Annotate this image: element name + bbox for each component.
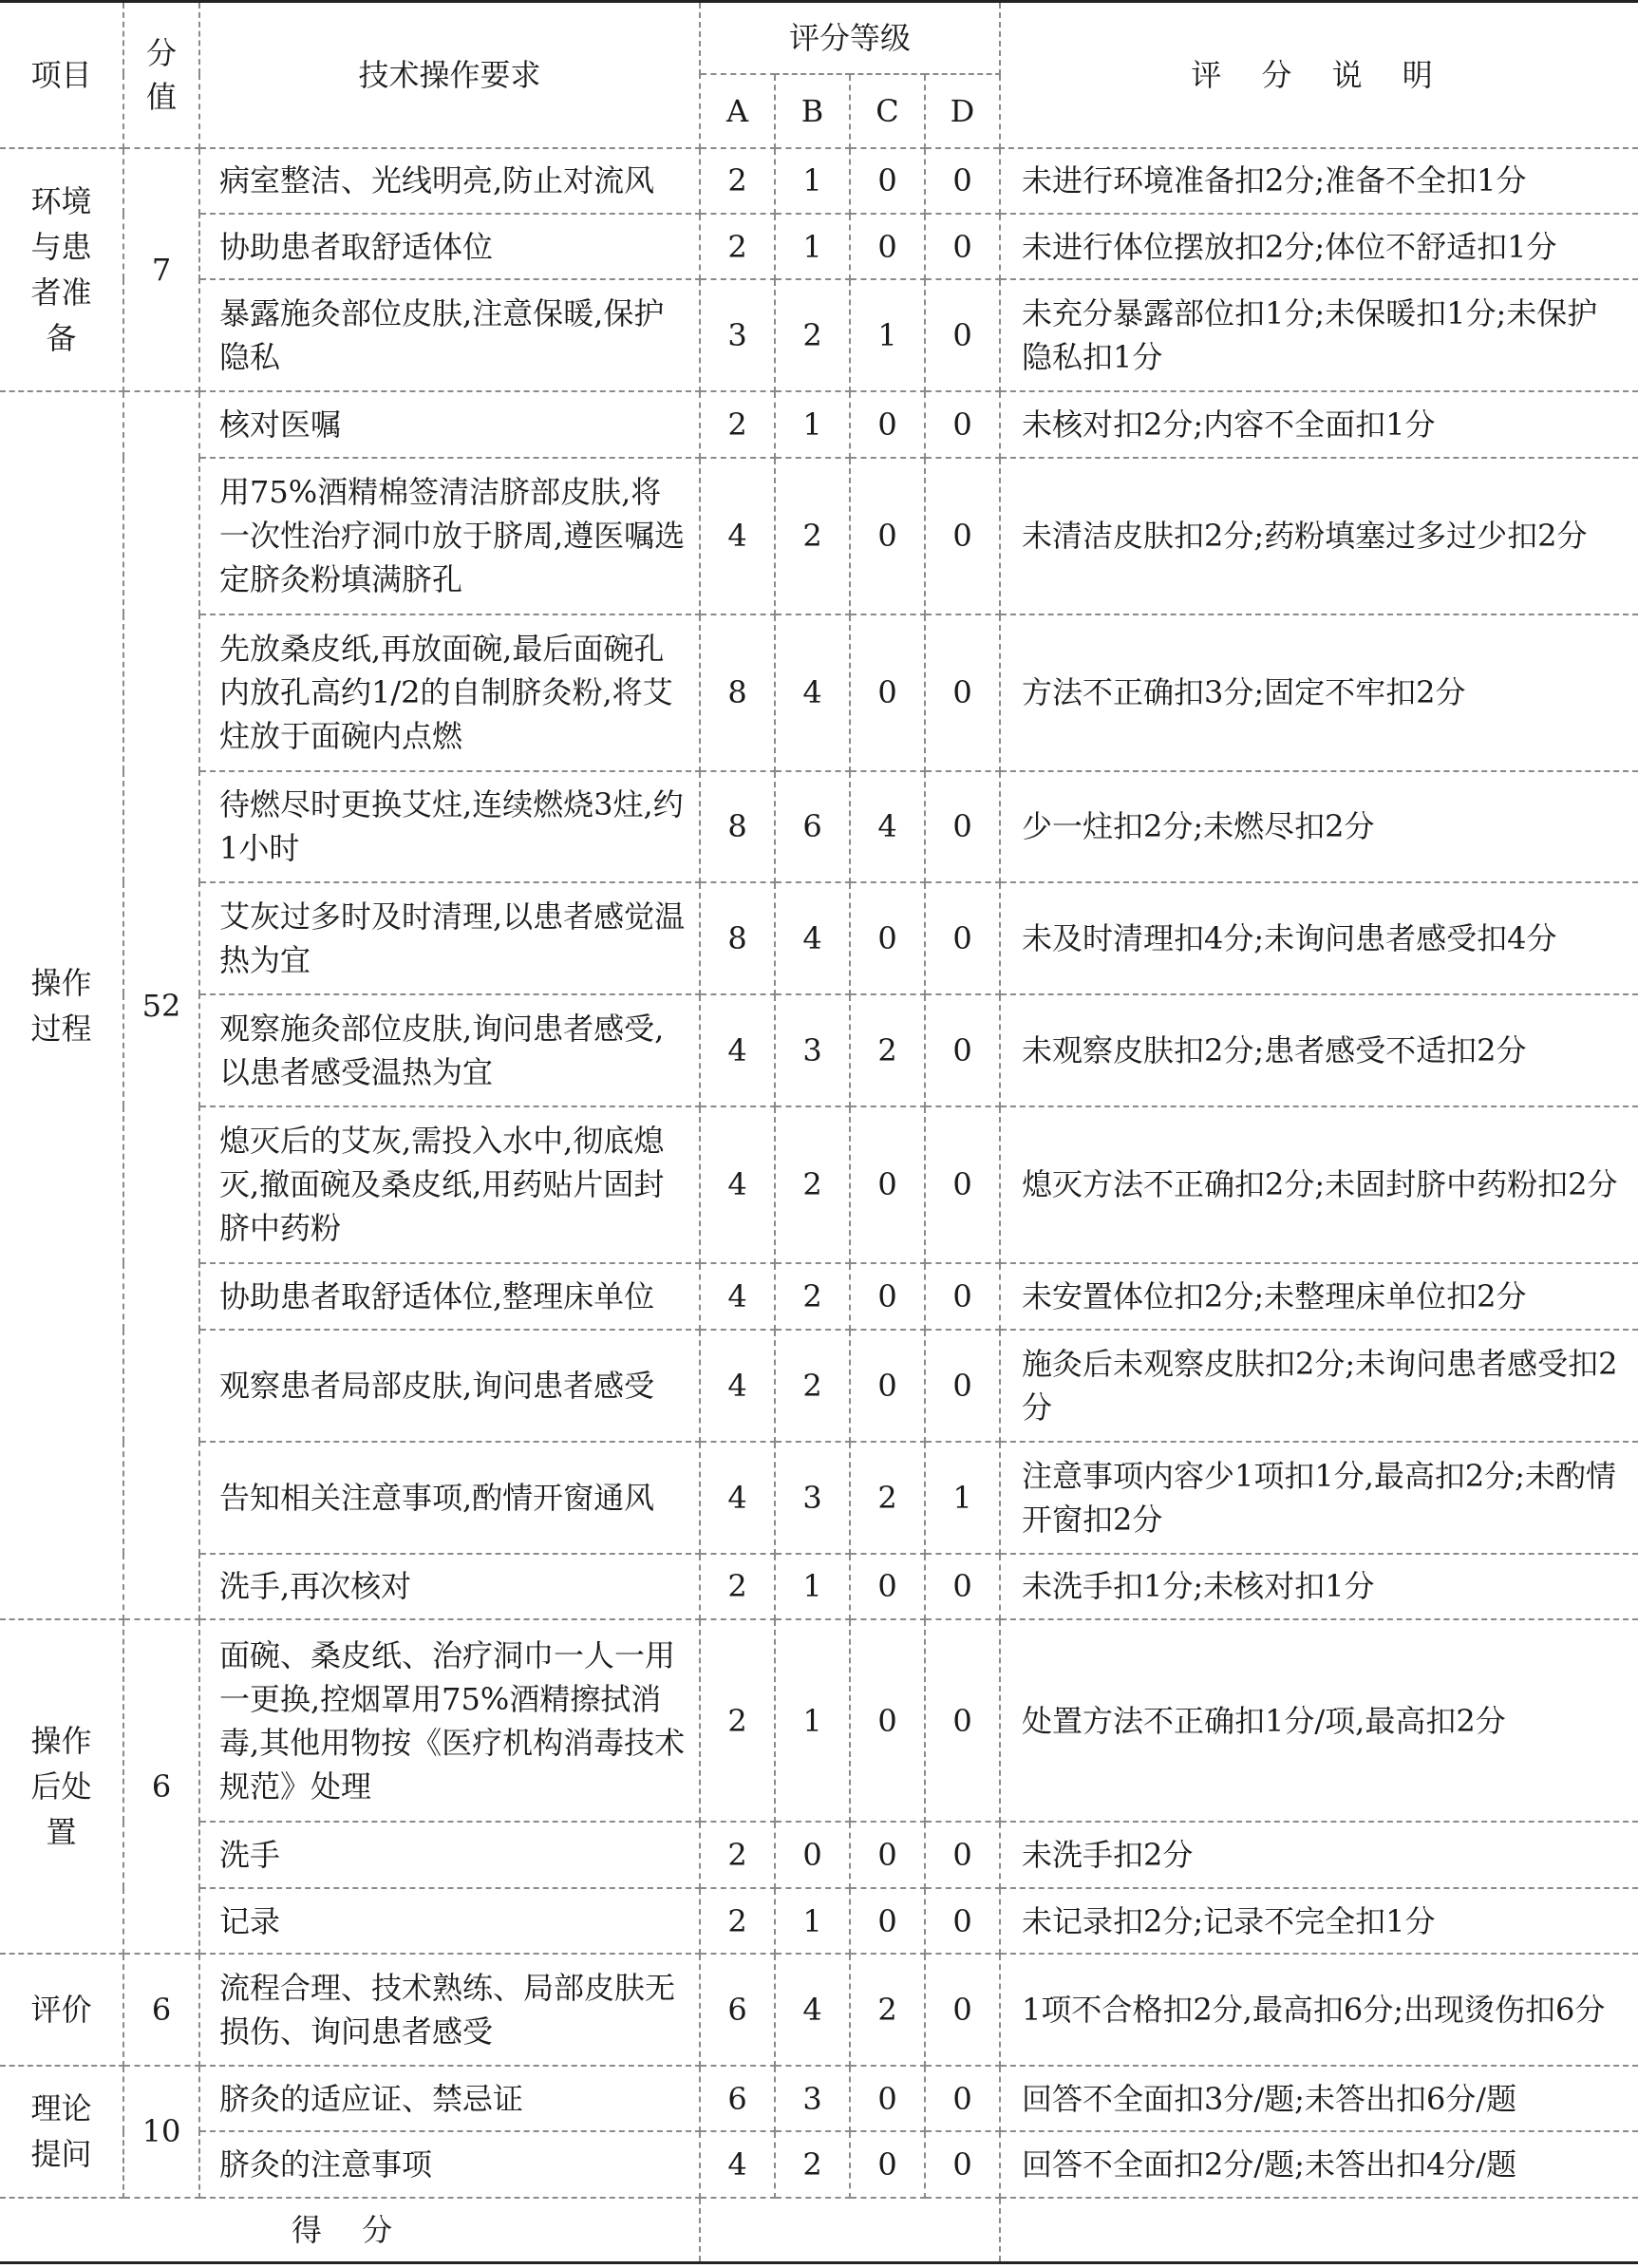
grade-d-cell: 0 (925, 391, 1000, 457)
total-score-label: 得 分 (0, 2198, 700, 2263)
section-score: 6 (123, 1619, 199, 1954)
requirement-cell: 脐灸的适应证、禁忌证 (199, 2066, 700, 2131)
grade-b-cell: 1 (775, 1554, 850, 1619)
note-cell: 注意事项内容少1项扣1分,最高扣2分;未酌情开窗扣2分 (1000, 1442, 1638, 1554)
requirement-cell: 协助患者取舒适体位,整理床单位 (199, 1263, 700, 1330)
grade-a-cell: 2 (700, 1619, 775, 1822)
grade-c-cell: 0 (850, 882, 925, 994)
requirement-cell: 洗手 (199, 1822, 700, 1887)
note-cell: 未进行体位摆放扣2分;体位不舒适扣1分 (1000, 214, 1638, 279)
grade-c-cell: 0 (850, 1822, 925, 1887)
grade-a-cell: 6 (700, 2066, 775, 2131)
grade-b-cell: 3 (775, 2066, 850, 2131)
requirement-cell: 暴露施灸部位皮肤,注意保暖,保护隐私 (199, 279, 700, 391)
grade-d-cell: 0 (925, 771, 1000, 883)
section-score: 52 (123, 391, 199, 1619)
header-item: 项目 (0, 2, 123, 148)
header-requirement: 技术操作要求 (199, 2, 700, 148)
total-score-value (700, 2198, 1000, 2263)
note-cell: 1项不合格扣2分,最高扣6分;出现烫伤扣6分 (1000, 1954, 1638, 2066)
requirement-cell: 记录 (199, 1888, 700, 1954)
note-cell: 少一炷扣2分;未燃尽扣2分 (1000, 771, 1638, 883)
grade-a-cell: 2 (700, 1554, 775, 1619)
total-score-note (1000, 2198, 1638, 2263)
requirement-cell: 病室整洁、光线明亮,防止对流风 (199, 148, 700, 214)
grade-c-cell: 0 (850, 148, 925, 214)
grade-a-cell: 4 (700, 1442, 775, 1554)
note-cell: 处置方法不正确扣1分/项,最高扣2分 (1000, 1619, 1638, 1822)
grade-d-cell: 0 (925, 1954, 1000, 2066)
grade-a-cell: 2 (700, 148, 775, 214)
requirement-cell: 用75%酒精棉签清洁脐部皮肤,将一次性治疗洞巾放于脐周,遵医嘱选定脐灸粉填满脐孔 (199, 458, 700, 614)
grade-a-cell: 4 (700, 1263, 775, 1330)
grade-c-cell: 0 (850, 1330, 925, 1442)
grade-b-cell: 2 (775, 1106, 850, 1263)
grade-a-cell: 2 (700, 1888, 775, 1954)
requirement-cell: 观察患者局部皮肤,询问患者感受 (199, 1330, 700, 1442)
requirement-cell: 告知相关注意事项,酌情开窗通风 (199, 1442, 700, 1554)
note-cell: 熄灭方法不正确扣2分;未固封脐中药粉扣2分 (1000, 1106, 1638, 1263)
grade-b-cell: 2 (775, 458, 850, 614)
grade-a-cell: 2 (700, 1822, 775, 1887)
grade-b-cell: 2 (775, 2131, 850, 2197)
grade-c-cell: 0 (850, 1263, 925, 1330)
note-cell: 施灸后未观察皮肤扣2分;未询问患者感受扣2分 (1000, 1330, 1638, 1442)
note-cell: 未及时清理扣4分;未询问患者感受扣4分 (1000, 882, 1638, 994)
grade-a-cell: 4 (700, 1106, 775, 1263)
grade-c-cell: 0 (850, 2131, 925, 2197)
note-cell: 未洗手扣2分 (1000, 1822, 1638, 1887)
header-grade-d: D (925, 74, 1000, 148)
section-score: 10 (123, 2066, 199, 2198)
grade-d-cell: 0 (925, 2131, 1000, 2197)
grade-b-cell: 4 (775, 614, 850, 771)
grade-c-cell: 0 (850, 458, 925, 614)
requirement-cell: 观察施灸部位皮肤,询问患者感受,以患者感受温热为宜 (199, 994, 700, 1106)
note-cell: 未安置体位扣2分;未整理床单位扣2分 (1000, 1263, 1638, 1330)
grade-c-cell: 4 (850, 771, 925, 883)
requirement-cell: 艾灰过多时及时清理,以患者感觉温热为宜 (199, 882, 700, 994)
grade-d-cell: 1 (925, 1442, 1000, 1554)
grade-a-cell: 2 (700, 391, 775, 457)
note-cell: 回答不全面扣3分/题;未答出扣6分/题 (1000, 2066, 1638, 2131)
grade-d-cell: 0 (925, 1822, 1000, 1887)
grade-b-cell: 2 (775, 1263, 850, 1330)
header-score: 分值 (123, 2, 199, 148)
note-cell: 未充分暴露部位扣1分;未保暖扣1分;未保护隐私扣1分 (1000, 279, 1638, 391)
requirement-cell: 面碗、桑皮纸、治疗洞巾一人一用一更换,控烟罩用75%酒精擦拭消毒,其他用物按《医疗机构消毒技术规范》处理 (199, 1619, 700, 1822)
grade-c-cell: 0 (850, 1619, 925, 1822)
grade-d-cell: 0 (925, 1888, 1000, 1954)
grade-d-cell: 0 (925, 1263, 1000, 1330)
grade-c-cell: 0 (850, 2066, 925, 2131)
requirement-cell: 协助患者取舒适体位 (199, 214, 700, 279)
grade-c-cell: 0 (850, 1554, 925, 1619)
note-cell: 未洗手扣1分;未核对扣1分 (1000, 1554, 1638, 1619)
note-cell: 未核对扣2分;内容不全面扣1分 (1000, 391, 1638, 457)
grade-c-cell: 2 (850, 994, 925, 1106)
grade-d-cell: 0 (925, 1619, 1000, 1822)
grade-d-cell: 0 (925, 279, 1000, 391)
grade-c-cell: 2 (850, 1442, 925, 1554)
section-item: 操作过程 (0, 391, 123, 1619)
grade-b-cell: 0 (775, 1822, 850, 1887)
grade-c-cell: 1 (850, 279, 925, 391)
note-cell: 未观察皮肤扣2分;患者感受不适扣2分 (1000, 994, 1638, 1106)
grade-d-cell: 0 (925, 1106, 1000, 1263)
grade-b-cell: 4 (775, 1954, 850, 2066)
requirement-cell: 流程合理、技术熟练、局部皮肤无损伤、询问患者感受 (199, 1954, 700, 2066)
grade-c-cell: 0 (850, 391, 925, 457)
grade-d-cell: 0 (925, 994, 1000, 1106)
grade-c-cell: 0 (850, 214, 925, 279)
grade-c-cell: 0 (850, 1106, 925, 1263)
section-item: 操作后处置 (0, 1619, 123, 1954)
section-item: 环境与患者准备 (0, 148, 123, 392)
section-item: 评价 (0, 1954, 123, 2066)
section-item: 理论提问 (0, 2066, 123, 2198)
requirement-cell: 熄灭后的艾灰,需投入水中,彻底熄灭,撤面碗及桑皮纸,用药贴片固封脐中药粉 (199, 1106, 700, 1263)
grade-d-cell: 0 (925, 2066, 1000, 2131)
section-score: 6 (123, 1954, 199, 2066)
header-grade-group: 评分等级 (700, 2, 1000, 74)
requirement-cell: 洗手,再次核对 (199, 1554, 700, 1619)
grade-a-cell: 8 (700, 771, 775, 883)
header-grade-a: A (700, 74, 775, 148)
requirement-cell: 核对医嘱 (199, 391, 700, 457)
grade-d-cell: 0 (925, 1554, 1000, 1619)
grade-c-cell: 0 (850, 614, 925, 771)
grade-a-cell: 4 (700, 2131, 775, 2197)
grade-a-cell: 4 (700, 994, 775, 1106)
grade-d-cell: 0 (925, 614, 1000, 771)
grade-b-cell: 1 (775, 391, 850, 457)
note-cell: 未进行环境准备扣2分;准备不全扣1分 (1000, 148, 1638, 214)
header-grade-c: C (850, 74, 925, 148)
grade-c-cell: 0 (850, 1888, 925, 1954)
grade-b-cell: 3 (775, 1442, 850, 1554)
grade-a-cell: 4 (700, 458, 775, 614)
note-cell: 方法不正确扣3分;固定不牢扣2分 (1000, 614, 1638, 771)
grade-a-cell: 2 (700, 214, 775, 279)
grade-d-cell: 0 (925, 882, 1000, 994)
requirement-cell: 待燃尽时更换艾炷,连续燃烧3炷,约1小时 (199, 771, 700, 883)
header-grade-b: B (775, 74, 850, 148)
note-cell: 未记录扣2分;记录不完全扣1分 (1000, 1888, 1638, 1954)
grade-d-cell: 0 (925, 458, 1000, 614)
grade-b-cell: 2 (775, 279, 850, 391)
grade-a-cell: 8 (700, 614, 775, 771)
grade-a-cell: 4 (700, 1330, 775, 1442)
note-cell: 回答不全面扣2分/题;未答出扣4分/题 (1000, 2131, 1638, 2197)
grade-d-cell: 0 (925, 148, 1000, 214)
grade-b-cell: 1 (775, 148, 850, 214)
requirement-cell: 脐灸的注意事项 (199, 2131, 700, 2197)
note-cell: 未清洁皮肤扣2分;药粉填塞过多过少扣2分 (1000, 458, 1638, 614)
section-score: 7 (123, 148, 199, 392)
grade-a-cell: 6 (700, 1954, 775, 2066)
grade-c-cell: 2 (850, 1954, 925, 2066)
grade-b-cell: 1 (775, 214, 850, 279)
grade-d-cell: 0 (925, 214, 1000, 279)
grade-b-cell: 3 (775, 994, 850, 1106)
header-note: 评 分 说 明 (1000, 2, 1638, 148)
requirement-cell: 先放桑皮纸,再放面碗,最后面碗孔内放孔高约1/2的自制脐灸粉,将艾炷放于面碗内点燃 (199, 614, 700, 771)
grade-b-cell: 1 (775, 1619, 850, 1822)
grade-a-cell: 3 (700, 279, 775, 391)
grade-b-cell: 6 (775, 771, 850, 883)
grade-d-cell: 0 (925, 1330, 1000, 1442)
grade-b-cell: 4 (775, 882, 850, 994)
grade-b-cell: 1 (775, 1888, 850, 1954)
grade-a-cell: 8 (700, 882, 775, 994)
grade-b-cell: 2 (775, 1330, 850, 1442)
